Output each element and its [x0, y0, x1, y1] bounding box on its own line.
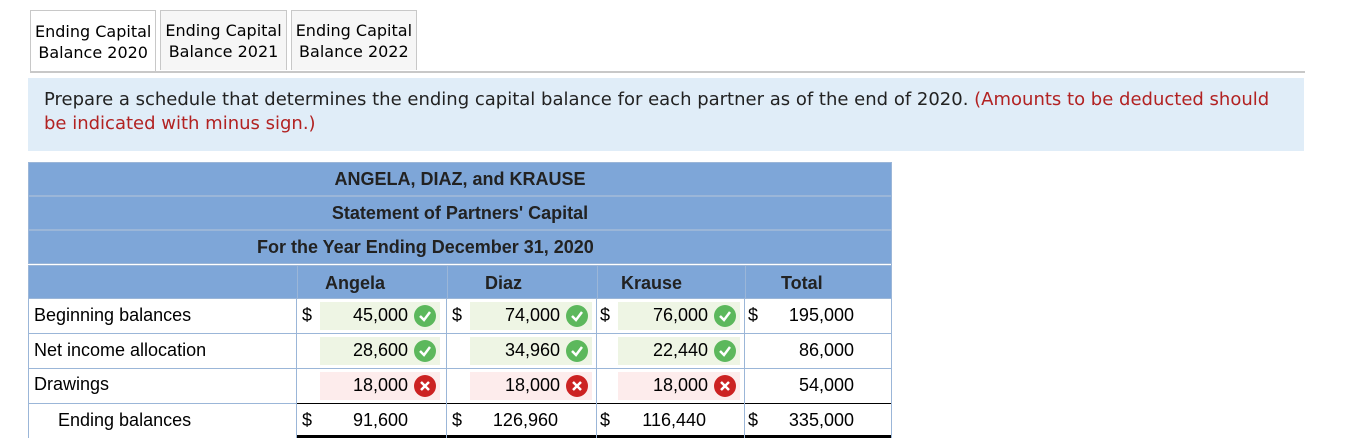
total-ending-value: 335,000 — [788, 410, 854, 430]
diaz-ending-value: 126,960 — [492, 410, 558, 430]
cell-value: 45,000 — [352, 305, 408, 325]
instruction-box — [28, 78, 1304, 151]
cell-value: 34,960 — [504, 340, 560, 360]
currency-symbol: $ — [302, 305, 313, 325]
table-border-left — [28, 299, 29, 438]
currency-symbol: $ — [452, 305, 463, 325]
column-header-total: Total — [781, 273, 823, 293]
currency-symbol: $ — [302, 410, 313, 430]
checkmark-icon — [566, 305, 588, 327]
column-divider — [446, 299, 447, 438]
column-divider — [296, 299, 297, 438]
currency-symbol: $ — [452, 410, 463, 430]
table-row-net-income-allocation — [28, 334, 892, 368]
total-drawings-value: 54,000 — [798, 375, 854, 395]
krause-net-income-input[interactable] — [618, 337, 740, 365]
table-row-beginning-balances — [28, 299, 892, 333]
currency-symbol: $ — [748, 305, 759, 325]
column-header-angela: Angela — [325, 273, 386, 293]
column-divider — [447, 266, 448, 298]
checkmark-icon — [414, 340, 436, 362]
table-row-ending-balances — [28, 404, 892, 438]
krause-drawings-input[interactable] — [618, 372, 740, 400]
tab-ending-capital-2020[interactable] — [30, 10, 156, 73]
column-header-diaz: Diaz — [485, 273, 523, 293]
cross-icon — [566, 375, 588, 397]
currency-symbol: $ — [600, 305, 611, 325]
angela-beginning-input[interactable] — [320, 302, 440, 330]
diaz-drawings-input[interactable] — [470, 372, 592, 400]
checkmark-icon — [566, 340, 588, 362]
tab-ending-capital-2021[interactable] — [160, 10, 286, 70]
diaz-net-income-input[interactable] — [470, 337, 592, 365]
cell-value: 18,000 — [652, 375, 708, 395]
checkmark-icon — [714, 305, 736, 327]
statement-name: Statement of Partners' Capital — [331, 202, 589, 223]
statement-title-name — [28, 196, 892, 230]
column-divider — [597, 266, 598, 298]
statement-title-period — [28, 230, 892, 264]
tab-label-line1: Ending Capital — [295, 20, 413, 40]
table-border-right — [891, 162, 892, 438]
cell-value: 76,000 — [652, 305, 708, 325]
tab-bar — [30, 10, 421, 73]
tab-label-line1: Ending Capital — [165, 20, 282, 40]
column-divider — [744, 299, 745, 438]
cross-icon — [714, 375, 736, 397]
cross-icon — [414, 375, 436, 397]
total-beginning-value: 195,000 — [788, 305, 854, 325]
column-header-krause: Krause — [621, 273, 683, 293]
angela-ending-value: 91,600 — [352, 410, 408, 430]
row-label: Beginning balances — [34, 305, 192, 325]
row-label: Drawings — [34, 374, 110, 394]
diaz-beginning-input[interactable] — [470, 302, 592, 330]
krause-beginning-input[interactable] — [618, 302, 740, 330]
checkmark-icon — [714, 340, 736, 362]
total-net-income-value: 86,000 — [798, 340, 854, 360]
table-row-drawings — [28, 369, 892, 403]
cell-value: 18,000 — [504, 375, 560, 395]
tab-label-line1: Ending Capital — [35, 22, 152, 41]
column-divider — [745, 266, 746, 298]
double-underline — [296, 435, 892, 438]
column-header-row — [28, 265, 892, 299]
cell-value: 22,440 — [652, 340, 708, 360]
krause-ending-value: 116,440 — [642, 410, 706, 430]
column-divider — [297, 266, 298, 298]
angela-drawings-input[interactable] — [320, 372, 440, 400]
company-name: ANGELA, DIAZ, and KRAUSE — [334, 168, 586, 189]
tab-label-line2: Balance 2021 — [168, 41, 279, 61]
cell-value: 74,000 — [504, 305, 560, 325]
tab-ending-capital-2022[interactable] — [291, 10, 417, 70]
instruction-note: (Amounts to be deducted should be indicated with minus sign.) — [44, 89, 1270, 134]
currency-symbol: $ — [600, 410, 611, 430]
instruction-text: Prepare a schedule that determines the ending capital balance for each partner as of the end of 2020. — [44, 89, 969, 110]
checkmark-icon — [414, 305, 436, 327]
row-label: Net income allocation — [34, 340, 207, 360]
statement-period: For the Year Ending December 31, 2020 — [257, 236, 594, 257]
currency-symbol: $ — [748, 410, 759, 430]
column-divider — [596, 299, 597, 438]
statement-title-company — [28, 162, 892, 196]
cell-value: 18,000 — [352, 375, 408, 395]
row-label: Ending balances — [58, 410, 192, 430]
tab-divider — [30, 71, 1305, 73]
tab-label-line2: Balance 2020 — [38, 43, 148, 62]
cell-value: 28,600 — [352, 340, 408, 360]
tab-label-line2: Balance 2022 — [299, 41, 409, 61]
angela-net-income-input[interactable] — [320, 337, 440, 365]
